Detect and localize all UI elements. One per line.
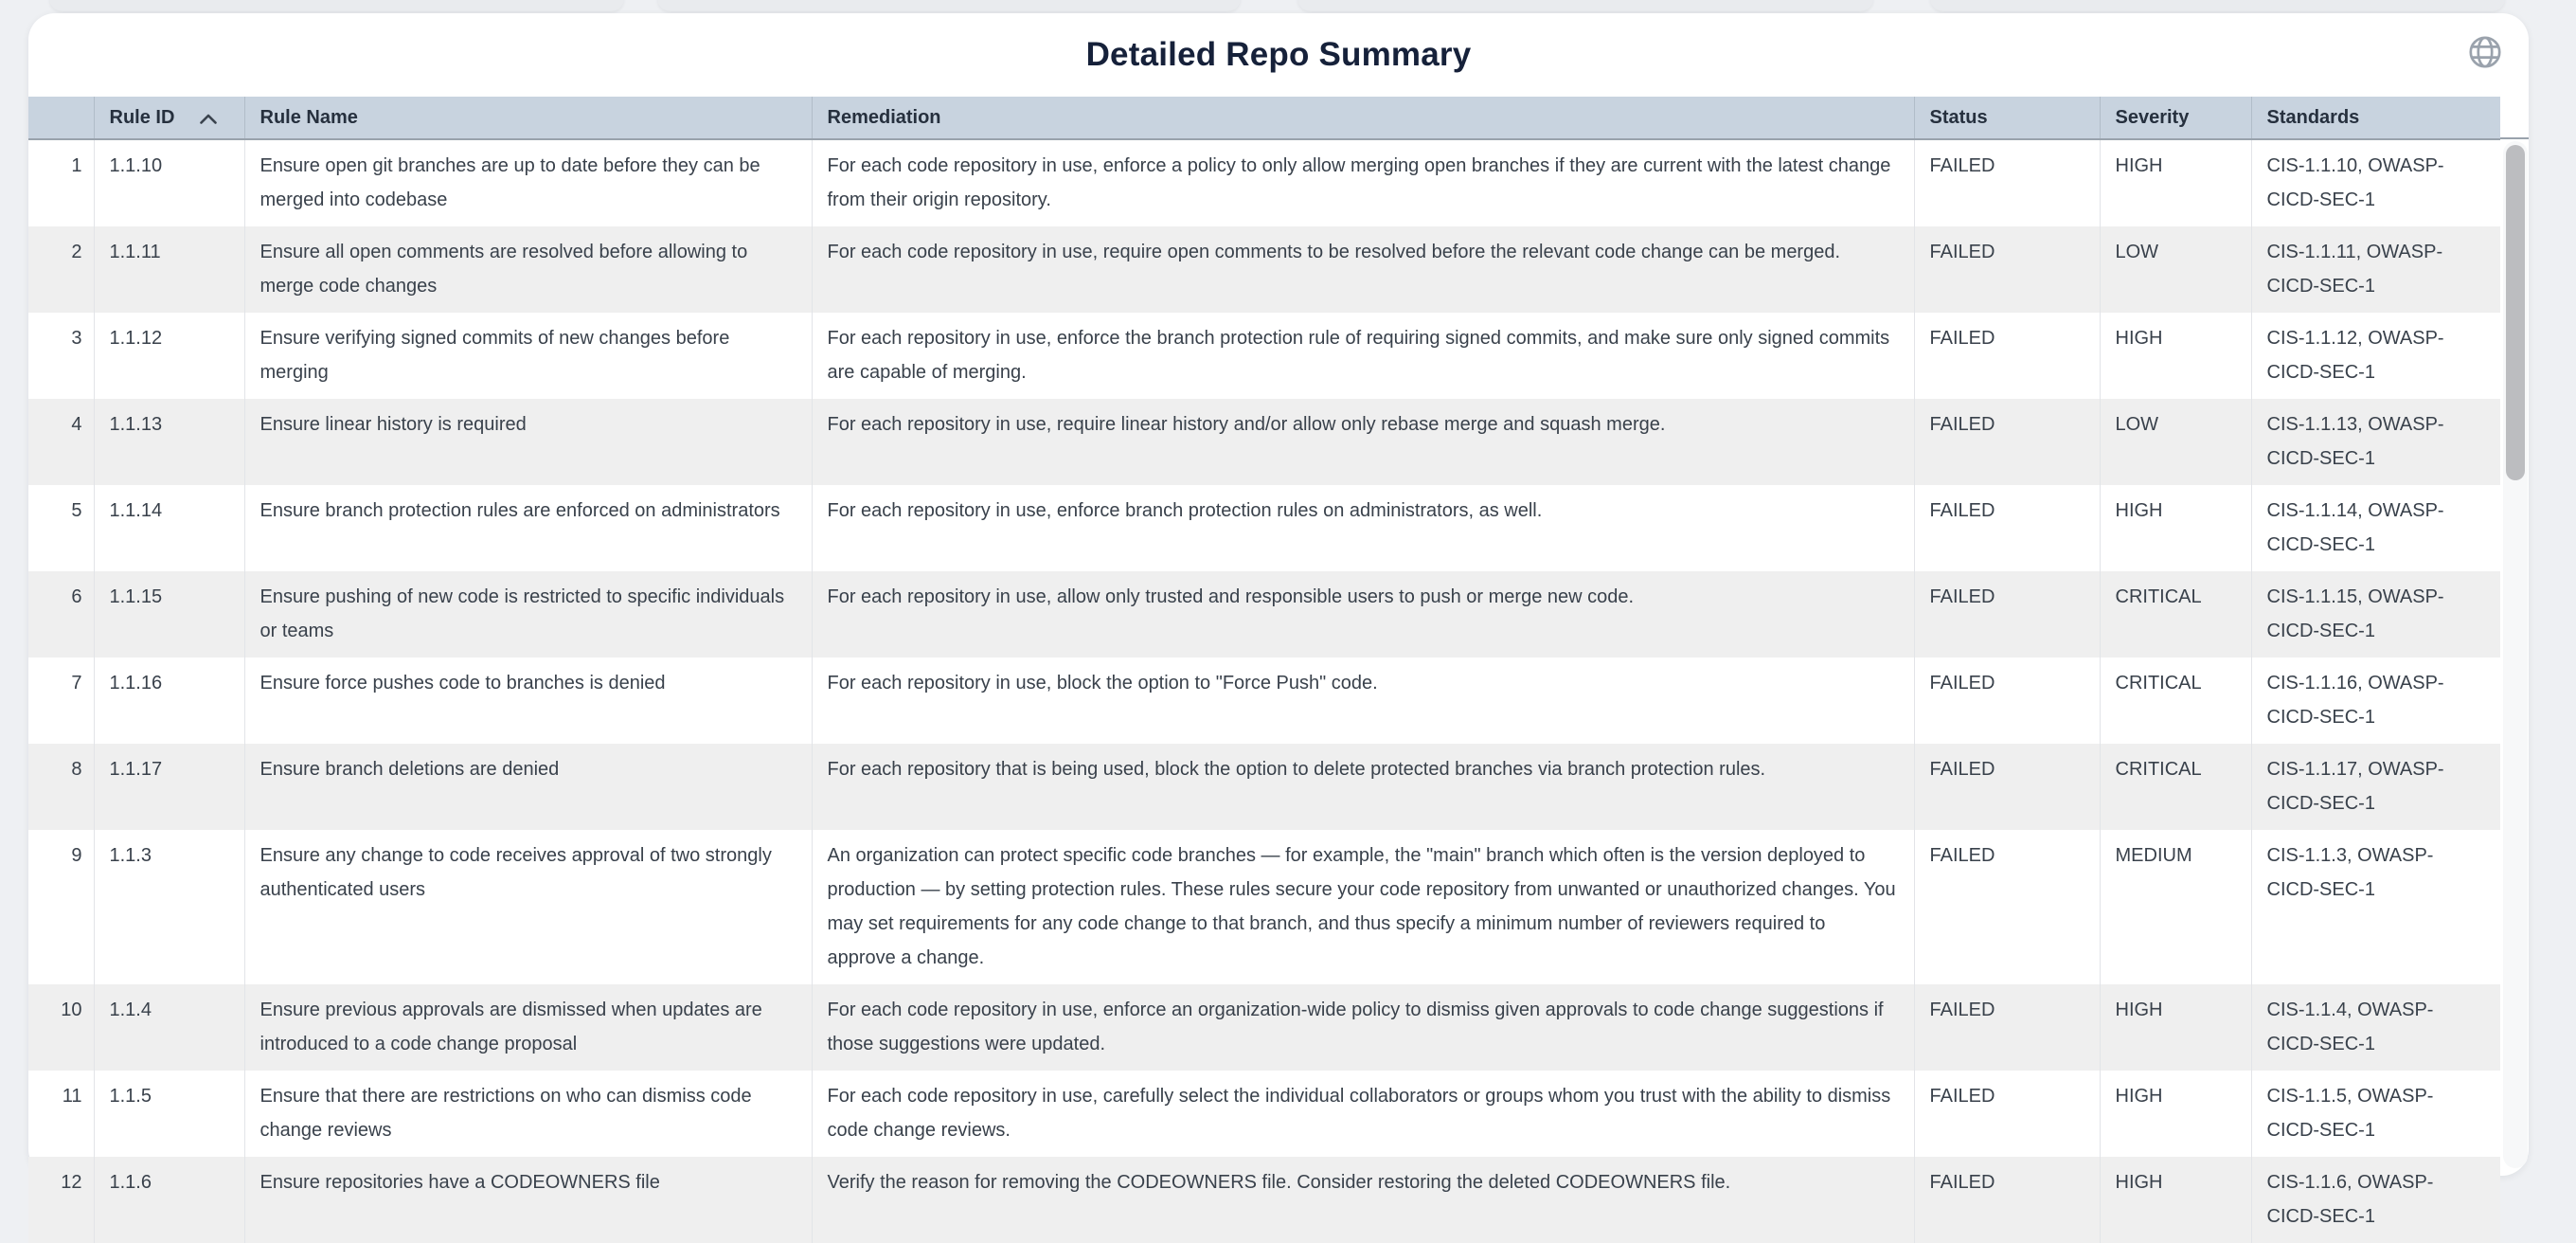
- cell-row-number: 12: [28, 1157, 94, 1243]
- cell-status: FAILED: [1914, 658, 2100, 744]
- page-title: Detailed Repo Summary: [1085, 36, 1472, 73]
- cell-standards: CIS-1.1.12, OWASP-CICD-SEC-1: [2266, 328, 2444, 383]
- cell-severity: HIGH: [2100, 1157, 2251, 1243]
- cell-row-number: 1: [28, 139, 94, 226]
- cell-status: FAILED: [1914, 485, 2100, 571]
- repo-summary-table: [28, 97, 2500, 1243]
- cell-rule-name: Ensure any change to code receives approval of two strongly authenticated users: [244, 830, 812, 984]
- cell-remediation: For each code repository in use, require open comments to be resolved before the relevant code change can be merged.: [812, 226, 1914, 313]
- cell-severity: HIGH: [2100, 1071, 2251, 1157]
- table-row: [28, 984, 2500, 1071]
- table-row: [28, 658, 2500, 744]
- cell-standards: CIS-1.1.14, OWASP-CICD-SEC-1: [2266, 500, 2444, 555]
- cell-standards: CIS-1.1.15, OWASP-CICD-SEC-1: [2251, 571, 2500, 658]
- globe-icon: [2467, 34, 2503, 70]
- cell-rule-id: 1.1.10: [94, 139, 244, 226]
- cell-status: FAILED: [1914, 399, 2100, 485]
- cell-rule-id: 1.1.12: [94, 313, 244, 399]
- cell-row-number: 9: [28, 830, 94, 984]
- cell-rule-name: Ensure verifying signed commits of new changes before merging: [244, 313, 812, 399]
- cell-remediation: For each repository in use, block the option to "Force Push" code.: [812, 658, 1914, 744]
- cell-rule-id: 1.1.13: [94, 399, 244, 485]
- cell-severity: LOW: [2100, 226, 2251, 313]
- cell-severity: CRITICAL: [2100, 571, 2251, 658]
- cell-rule-id: 1.1.15: [94, 571, 244, 658]
- column-header-severity[interactable]: Severity: [2100, 97, 2251, 139]
- cell-remediation: An organization can protect specific code branches — for example, the "main" branch which often is the version deployed to production — by setting protection rules. These rules secure your code repository from unwanted or unauthorized changes. You may set requirements for any code change to that branch, and thus specify a minimum number of reviewers required to approve a change.: [812, 830, 1914, 984]
- column-header-remediation[interactable]: Remediation: [812, 97, 1914, 139]
- cell-status: FAILED: [1914, 830, 2100, 984]
- table-row: [28, 830, 2500, 984]
- table-header-row: [28, 97, 2500, 139]
- cell-standards: CIS-1.1.11, OWASP-CICD-SEC-1: [2251, 226, 2500, 313]
- cell-row-number: 5: [28, 485, 94, 571]
- cell-status: FAILED: [1914, 313, 2100, 399]
- table-row: [28, 744, 2500, 830]
- cell-rule-id: 1.1.4: [94, 984, 244, 1071]
- cell-rule-id: 1.1.11: [94, 226, 244, 313]
- column-header-rule-name[interactable]: Rule Name: [244, 97, 812, 139]
- cell-severity: MEDIUM: [2100, 830, 2251, 984]
- cell-severity: CRITICAL: [2100, 658, 2251, 744]
- cell-standards: CIS-1.1.3, OWASP-CICD-SEC-1: [2266, 845, 2434, 900]
- table-row: [28, 313, 2500, 399]
- cell-remediation: For each repository in use, allow only trusted and responsible users to push or merge new code.: [812, 571, 1914, 658]
- cell-status: FAILED: [1914, 744, 2100, 830]
- cell-standards: CIS-1.1.10, OWASP-CICD-SEC-1: [2266, 155, 2444, 210]
- cell-rule-id: 1.1.17: [94, 744, 244, 830]
- cell-standards: CIS-1.1.16, OWASP-CICD-SEC-1: [2266, 673, 2444, 728]
- cell-remediation: For each repository in use, require linear history and/or allow only rebase merge and squash merge.: [812, 399, 1914, 485]
- background-card-edge: [1930, 0, 2505, 11]
- background-card-edge: [1297, 0, 1873, 11]
- column-header-rule-id[interactable]: [94, 97, 244, 139]
- cell-rule-name: Ensure branch deletions are denied: [244, 744, 812, 830]
- cell-status: FAILED: [1914, 1071, 2100, 1157]
- row-number-header: [28, 97, 94, 139]
- cell-row-number: 8: [28, 744, 94, 830]
- cell-rule-name: Ensure that there are restrictions on who can dismiss code change reviews: [244, 1071, 812, 1157]
- scrollbar-thumb[interactable]: [2506, 145, 2525, 480]
- cell-row-number: 11: [28, 1071, 94, 1157]
- vertical-scrollbar[interactable]: [2503, 141, 2528, 1168]
- cell-remediation: For each repository in use, enforce the branch protection rule of requiring signed commits, and make sure only signed commits are capable of merging.: [812, 313, 1914, 399]
- background-card-edge: [657, 0, 1241, 11]
- column-header-standards[interactable]: Standards: [2251, 97, 2500, 139]
- cell-status: FAILED: [1914, 139, 2100, 226]
- table-row: [28, 139, 2500, 226]
- cell-severity: HIGH: [2100, 485, 2251, 571]
- chevron-up-icon[interactable]: [199, 113, 218, 125]
- cell-rule-name: Ensure force pushes code to branches is denied: [244, 658, 812, 744]
- cell-rule-name: Ensure open git branches are up to date before they can be merged into codebase: [244, 139, 812, 226]
- cell-standards: CIS-1.1.4, OWASP-CICD-SEC-1: [2251, 984, 2500, 1071]
- cell-remediation: Verify the reason for removing the CODEOWNERS file. Consider restoring the deleted CODEOWNERS file.: [812, 1157, 1914, 1243]
- cell-remediation: For each code repository in use, carefully select the individual collaborators or groups whom you trust with the ability to dismiss code change reviews.: [812, 1071, 1914, 1157]
- cell-rule-name: Ensure repositories have a CODEOWNERS file: [244, 1157, 812, 1243]
- cell-severity: CRITICAL: [2100, 744, 2251, 830]
- cell-standards: CIS-1.1.13, OWASP-CICD-SEC-1: [2251, 399, 2500, 485]
- cell-standards: CIS-1.1.5, OWASP-CICD-SEC-1: [2266, 1086, 2434, 1141]
- cell-rule-id: 1.1.5: [94, 1071, 244, 1157]
- cell-row-number: 4: [28, 399, 94, 485]
- table-row: [28, 571, 2500, 658]
- cell-status: FAILED: [1914, 571, 2100, 658]
- cell-rule-name: Ensure pushing of new code is restricted to specific individuals or teams: [244, 571, 812, 658]
- table-row: [28, 399, 2500, 485]
- cell-remediation: For each repository in use, enforce branch protection rules on administrators, as well.: [812, 485, 1914, 571]
- cell-remediation: For each code repository in use, enforce a policy to only allow merging open branches if they are current with the latest change from their origin repository.: [812, 139, 1914, 226]
- cell-rule-name: Ensure previous approvals are dismissed when updates are introduced to a code change proposal: [244, 984, 812, 1071]
- table-row: [28, 226, 2500, 313]
- cell-rule-name: Ensure branch protection rules are enforced on administrators: [244, 485, 812, 571]
- cell-standards: CIS-1.1.17, OWASP-CICD-SEC-1: [2251, 744, 2500, 830]
- cell-status: FAILED: [1914, 1157, 2100, 1243]
- cell-rule-id: 1.1.16: [94, 658, 244, 744]
- repo-summary-card: [28, 13, 2529, 1227]
- cell-row-number: 10: [28, 984, 94, 1071]
- table-row: [28, 1157, 2500, 1243]
- table-row: [28, 485, 2500, 571]
- globe-button[interactable]: [2462, 29, 2508, 75]
- column-header-label: Rule ID: [109, 106, 175, 128]
- cell-rule-id: 1.1.3: [94, 830, 244, 984]
- cell-remediation: For each repository that is being used, block the option to delete protected branches via branch protection rules.: [812, 744, 1914, 830]
- cell-row-number: 6: [28, 571, 94, 658]
- cell-rule-name: Ensure linear history is required: [244, 399, 812, 485]
- cell-severity: HIGH: [2100, 139, 2251, 226]
- cell-severity: HIGH: [2100, 984, 2251, 1071]
- table-row: [28, 1071, 2500, 1157]
- cell-severity: HIGH: [2100, 313, 2251, 399]
- cell-severity: LOW: [2100, 399, 2251, 485]
- cell-status: FAILED: [1914, 226, 2100, 313]
- header-divider: [2500, 137, 2529, 139]
- cell-row-number: 7: [28, 658, 94, 744]
- column-header-status[interactable]: Status: [1914, 97, 2100, 139]
- background-card-edge: [49, 0, 624, 11]
- cell-rule-name: Ensure all open comments are resolved before allowing to merge code changes: [244, 226, 812, 313]
- cell-remediation: For each code repository in use, enforce an organization-wide policy to dismiss given approvals to code change suggestions if those suggestions were updated.: [812, 984, 1914, 1071]
- cell-standards: CIS-1.1.6, OWASP-CICD-SEC-1: [2251, 1157, 2500, 1243]
- cell-rule-id: 1.1.14: [94, 485, 244, 571]
- cell-row-number: 3: [28, 313, 94, 399]
- cell-row-number: 2: [28, 226, 94, 313]
- cell-status: FAILED: [1914, 984, 2100, 1071]
- cell-rule-id: 1.1.6: [94, 1157, 244, 1243]
